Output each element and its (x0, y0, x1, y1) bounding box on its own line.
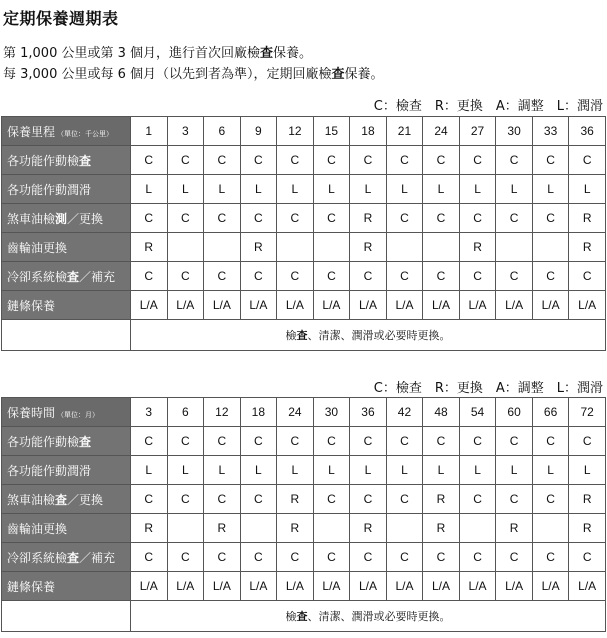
row-label-pre: 冷卻系統檢 (7, 269, 68, 284)
schedule-cell: L/A (204, 572, 241, 601)
schedule-cell: C (167, 543, 204, 572)
header-value-cell: 33 (532, 117, 569, 146)
schedule-cell: C (240, 427, 277, 456)
header-value-cell: 3 (167, 117, 204, 146)
table-row (2, 543, 606, 572)
schedule-cell: L/A (167, 572, 204, 601)
schedule-cell: C (423, 146, 460, 175)
header-value-cell: 24 (423, 117, 460, 146)
schedule-cell: C (423, 204, 460, 233)
table-row (2, 514, 606, 543)
header-unit: （單位：月） (57, 410, 100, 419)
schedule-cell: C (386, 146, 423, 175)
intro-line-1 (3, 42, 312, 61)
header-value-cell: 6 (167, 398, 204, 427)
schedule-cell: R (204, 514, 241, 543)
row-label-em: 查 (67, 269, 80, 284)
note-row (2, 320, 606, 351)
schedule-cell: C (459, 427, 496, 456)
schedule-cell: L/A (240, 572, 277, 601)
schedule-cell (313, 514, 350, 543)
schedule-cell: C (204, 427, 241, 456)
header-value-cell: 66 (532, 398, 569, 427)
intro-line-1-post: 保養。 (273, 46, 313, 61)
table-row (2, 233, 606, 262)
schedule-cell: L (131, 456, 168, 485)
row-label-pre: 各功能作動潤滑 (7, 463, 92, 478)
schedule-cell: C (313, 485, 350, 514)
schedule-cell: L (386, 175, 423, 204)
schedule-cell: L/A (423, 572, 460, 601)
row-label-pre: 齒輪油更換 (7, 521, 68, 536)
schedule-cell: C (532, 262, 569, 291)
header-value-cell: 21 (386, 117, 423, 146)
schedule-cell: L/A (386, 572, 423, 601)
header-label-cell (2, 117, 131, 146)
row-label-em: 查 (79, 153, 92, 168)
schedule-cell (277, 233, 314, 262)
schedule-cell: L/A (277, 572, 314, 601)
schedule-cell: L (167, 175, 204, 204)
header-value-cell: 60 (496, 398, 533, 427)
schedule-cell: C (496, 427, 533, 456)
schedule-cell: L (277, 456, 314, 485)
schedule-cell: C (240, 204, 277, 233)
schedule-cell: C (313, 204, 350, 233)
row-label-pre: 鏈條保養 (7, 298, 56, 313)
table-row (2, 572, 606, 601)
schedule-cell (240, 514, 277, 543)
schedule-table-distance (1, 116, 606, 351)
row-label-cell (2, 485, 131, 514)
schedule-cell: R (423, 514, 460, 543)
note-post: 、清潔、潤滑或必要時更換。 (307, 329, 451, 342)
schedule-cell: C (313, 146, 350, 175)
schedule-cell: R (131, 233, 168, 262)
schedule-cell: R (569, 233, 606, 262)
table-row (2, 146, 606, 175)
schedule-cell (532, 514, 569, 543)
note-post: 、清潔、潤滑或必要時更換。 (307, 610, 451, 623)
header-value-cell: 9 (240, 117, 277, 146)
legend-distance: C：檢查 R：更換 A：調整 L：潤滑 (373, 99, 603, 114)
schedule-cell: R (131, 514, 168, 543)
row-label-pre: 鏈條保養 (7, 579, 56, 594)
schedule-cell: C (277, 146, 314, 175)
schedule-cell: C (386, 543, 423, 572)
schedule-cell: L/A (131, 291, 168, 320)
schedule-cell (532, 233, 569, 262)
schedule-cell: L/A (167, 291, 204, 320)
schedule-cell: C (386, 485, 423, 514)
schedule-cell: L (313, 175, 350, 204)
table-row (2, 175, 606, 204)
schedule-cell: L (167, 456, 204, 485)
row-label-cell (2, 291, 131, 320)
schedule-cell (204, 233, 241, 262)
row-label-post: ／更換 (67, 211, 104, 226)
intro-line-2-em: 查 (331, 67, 345, 82)
schedule-cell: C (240, 146, 277, 175)
schedule-cell (386, 514, 423, 543)
intro-line-1-em: 查 (260, 46, 274, 61)
schedule-cell (313, 233, 350, 262)
schedule-cell: R (277, 514, 314, 543)
schedule-cell: L (350, 175, 387, 204)
schedule-cell: L (240, 456, 277, 485)
header-value-cell: 30 (496, 117, 533, 146)
schedule-cell: L/A (423, 291, 460, 320)
row-label-cell (2, 572, 131, 601)
row-label-em: 測 (55, 211, 68, 226)
schedule-cell (496, 233, 533, 262)
table-header-row (2, 398, 606, 427)
schedule-cell: L/A (313, 572, 350, 601)
schedule-cell: C (423, 543, 460, 572)
schedule-cell: L (277, 175, 314, 204)
schedule-cell: C (350, 485, 387, 514)
schedule-cell: L (496, 456, 533, 485)
legend-time: C：檢查 R：更換 A：調整 L：潤滑 (373, 381, 603, 396)
row-label-post: ／更換 (67, 492, 104, 507)
schedule-cell: C (204, 146, 241, 175)
schedule-cell: C (277, 204, 314, 233)
table-row (2, 291, 606, 320)
schedule-cell: L (459, 175, 496, 204)
note-em: 查 (296, 610, 308, 623)
schedule-cell: C (313, 543, 350, 572)
note-em: 查 (296, 329, 308, 342)
header-value-cell: 36 (350, 398, 387, 427)
schedule-cell: R (277, 485, 314, 514)
schedule-cell: C (496, 262, 533, 291)
schedule-cell: L (459, 456, 496, 485)
header-value-cell: 24 (277, 398, 314, 427)
schedule-cell: C (459, 543, 496, 572)
header-label: 保養時間 (7, 405, 56, 420)
schedule-cell: R (459, 233, 496, 262)
header-unit: （單位：千公里） (57, 129, 114, 138)
schedule-cell: C (204, 543, 241, 572)
row-label-pre: 煞車油檢 (7, 492, 56, 507)
schedule-cell: C (386, 204, 423, 233)
header-value-cell: 42 (386, 398, 423, 427)
schedule-cell: L (423, 456, 460, 485)
row-label-em: 查 (79, 434, 92, 449)
header-value-cell: 15 (313, 117, 350, 146)
schedule-cell (167, 233, 204, 262)
schedule-cell: C (459, 204, 496, 233)
intro-line-2 (3, 63, 384, 82)
schedule-table-time (1, 397, 606, 632)
table-row (2, 204, 606, 233)
schedule-cell: C (569, 146, 606, 175)
schedule-cell (423, 233, 460, 262)
schedule-cell: R (350, 233, 387, 262)
schedule-cell: C (277, 427, 314, 456)
table-row (2, 485, 606, 514)
row-label-em: 查 (55, 492, 68, 507)
row-label-cell (2, 146, 131, 175)
header-value-cell: 12 (277, 117, 314, 146)
page-title: 定期保養週期表 (3, 9, 119, 28)
header-value-cell: 3 (131, 398, 168, 427)
schedule-cell: C (240, 543, 277, 572)
schedule-cell: C (167, 262, 204, 291)
schedule-cell: C (569, 543, 606, 572)
row-label-cell (2, 514, 131, 543)
schedule-cell: L/A (496, 291, 533, 320)
row-label-pre: 各功能作動潤滑 (7, 182, 92, 197)
row-label-cell (2, 204, 131, 233)
schedule-cell: L (569, 175, 606, 204)
schedule-cell: C (131, 262, 168, 291)
schedule-cell: R (423, 485, 460, 514)
schedule-cell (167, 514, 204, 543)
row-label-cell (2, 233, 131, 262)
schedule-cell: C (277, 262, 314, 291)
schedule-cell: C (423, 262, 460, 291)
schedule-cell: C (131, 204, 168, 233)
table-row (2, 456, 606, 485)
row-label-em: 查 (67, 550, 80, 565)
schedule-cell: L (423, 175, 460, 204)
row-label-cell (2, 543, 131, 572)
schedule-cell: L (386, 456, 423, 485)
schedule-cell: L/A (131, 572, 168, 601)
row-label-pre: 煞車油檢 (7, 211, 56, 226)
schedule-cell: L (496, 175, 533, 204)
header-value-cell: 18 (350, 117, 387, 146)
schedule-cell: L (313, 456, 350, 485)
schedule-cell: C (459, 485, 496, 514)
intro-line-2-post: 保養。 (344, 67, 384, 82)
schedule-cell: C (131, 543, 168, 572)
schedule-cell: C (532, 543, 569, 572)
schedule-cell: C (459, 146, 496, 175)
header-value-cell: 36 (569, 117, 606, 146)
schedule-cell: C (496, 543, 533, 572)
schedule-cell: L/A (569, 291, 606, 320)
row-label-pre: 冷卻系統檢 (7, 550, 68, 565)
schedule-cell: C (240, 485, 277, 514)
header-value-cell: 12 (204, 398, 241, 427)
header-label: 保養里程 (7, 124, 56, 139)
schedule-cell: R (569, 204, 606, 233)
schedule-cell: C (386, 427, 423, 456)
note-pre: 檢 (285, 329, 297, 342)
schedule-cell: C (532, 146, 569, 175)
schedule-cell: C (313, 427, 350, 456)
schedule-cell: C (313, 262, 350, 291)
schedule-cell: L/A (240, 291, 277, 320)
schedule-cell: R (240, 233, 277, 262)
header-value-cell: 1 (131, 117, 168, 146)
schedule-cell: C (204, 262, 241, 291)
schedule-cell: C (459, 262, 496, 291)
schedule-cell: C (532, 485, 569, 514)
schedule-cell: L/A (350, 291, 387, 320)
schedule-cell: C (131, 427, 168, 456)
schedule-cell: C (167, 427, 204, 456)
schedule-cell: C (386, 262, 423, 291)
row-label-pre: 齒輪油更換 (7, 240, 68, 255)
note-row (2, 601, 606, 632)
schedule-cell: C (350, 543, 387, 572)
schedule-cell: C (569, 427, 606, 456)
header-value-cell: 48 (423, 398, 460, 427)
schedule-cell: L/A (313, 291, 350, 320)
schedule-cell: L/A (532, 291, 569, 320)
row-label-cell (2, 175, 131, 204)
table-row (2, 427, 606, 456)
row-label-post: ／補充 (79, 550, 116, 565)
note-blank-cell (2, 320, 131, 351)
schedule-cell: L/A (496, 572, 533, 601)
schedule-cell: C (167, 204, 204, 233)
schedule-cell: L/A (204, 291, 241, 320)
schedule-cell: R (496, 514, 533, 543)
schedule-cell: L (204, 175, 241, 204)
schedule-cell: R (569, 485, 606, 514)
schedule-cell (459, 514, 496, 543)
header-value-cell: 54 (459, 398, 496, 427)
header-value-cell: 27 (459, 117, 496, 146)
schedule-cell: C (240, 262, 277, 291)
header-value-cell: 72 (569, 398, 606, 427)
header-value-cell: 30 (313, 398, 350, 427)
schedule-cell: L/A (277, 291, 314, 320)
schedule-cell: L/A (459, 572, 496, 601)
schedule-cell: C (350, 146, 387, 175)
schedule-cell: L (131, 175, 168, 204)
note-pre: 檢 (285, 610, 297, 623)
schedule-cell (386, 233, 423, 262)
schedule-cell: C (423, 427, 460, 456)
schedule-cell: L/A (459, 291, 496, 320)
note-blank-cell (2, 601, 131, 632)
header-value-cell: 18 (240, 398, 277, 427)
table-row (2, 262, 606, 291)
schedule-cell: R (350, 204, 387, 233)
table-header-row (2, 117, 606, 146)
note-cell (131, 320, 606, 351)
schedule-cell: C (496, 485, 533, 514)
note-cell (131, 601, 606, 632)
schedule-cell: L/A (350, 572, 387, 601)
schedule-cell: L/A (386, 291, 423, 320)
intro-line-2-pre: 每 3,000 公里或每 6 個月（以先到者為準），定期回廠檢 (3, 67, 332, 82)
schedule-cell: L (240, 175, 277, 204)
schedule-cell: C (204, 204, 241, 233)
schedule-cell: L (532, 456, 569, 485)
row-label-pre: 各功能作動檢 (7, 434, 80, 449)
schedule-cell: L (569, 456, 606, 485)
schedule-cell: C (496, 146, 533, 175)
schedule-cell: C (569, 262, 606, 291)
row-label-pre: 各功能作動檢 (7, 153, 80, 168)
schedule-cell: C (131, 146, 168, 175)
schedule-cell: C (167, 485, 204, 514)
header-label-cell (2, 398, 131, 427)
header-value-cell: 6 (204, 117, 241, 146)
schedule-cell: L/A (569, 572, 606, 601)
schedule-cell: L (350, 456, 387, 485)
schedule-cell: L/A (532, 572, 569, 601)
schedule-cell: C (350, 427, 387, 456)
schedule-cell: C (167, 146, 204, 175)
schedule-cell: L (532, 175, 569, 204)
row-label-post: ／補充 (79, 269, 116, 284)
intro-line-1-pre: 第 1,000 公里或第 3 個月，進行首次回廠檢 (3, 46, 261, 61)
schedule-cell: C (496, 204, 533, 233)
row-label-cell (2, 262, 131, 291)
schedule-cell: C (277, 543, 314, 572)
schedule-cell: C (131, 485, 168, 514)
schedule-cell: C (350, 262, 387, 291)
schedule-cell: C (532, 204, 569, 233)
schedule-cell: C (532, 427, 569, 456)
schedule-cell: R (350, 514, 387, 543)
schedule-cell: L (204, 456, 241, 485)
schedule-cell: R (569, 514, 606, 543)
row-label-cell (2, 456, 131, 485)
schedule-cell: C (204, 485, 241, 514)
row-label-cell (2, 427, 131, 456)
